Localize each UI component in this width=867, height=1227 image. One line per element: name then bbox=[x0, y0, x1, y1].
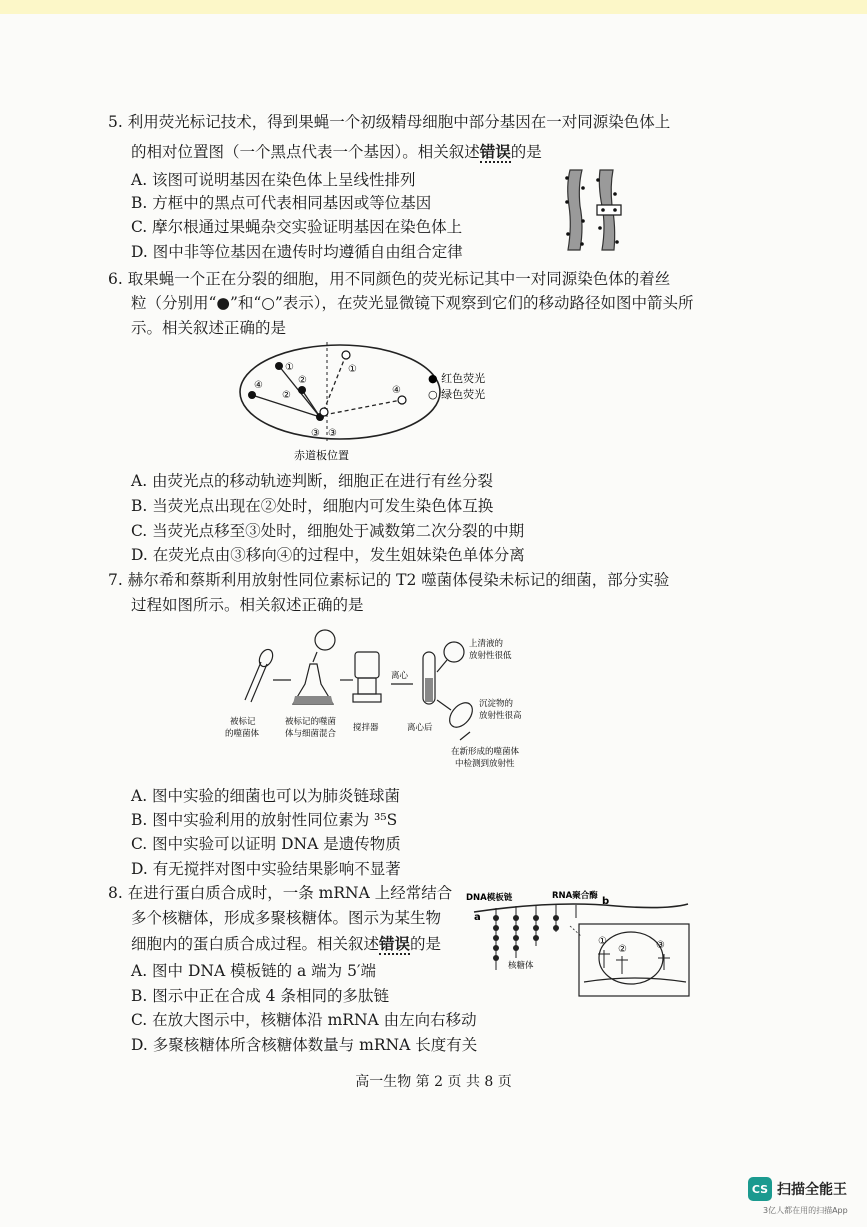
blender bbox=[355, 652, 379, 678]
legend-red: ● 红色荧光 bbox=[428, 372, 486, 385]
q5-option-d: D. 图中非等位基因在遗传时均遵循自由组合定律 bbox=[131, 243, 463, 261]
q6-stem-line2: 粒（分别用“●”和“○”表示），在荧光显微镜下观察到它们的移动路径如图中箭头所 bbox=[131, 294, 694, 312]
red-dot bbox=[275, 362, 283, 370]
label-supernatant-1: 上清液的 bbox=[469, 639, 504, 649]
mark-3: ③ bbox=[311, 428, 320, 439]
mark-4: ④ bbox=[254, 380, 263, 391]
q5-option-a: A. 该图可说明基因在染色体上呈线性排列 bbox=[131, 171, 416, 189]
label-new-phage-1: 在新形成的噬菌体 bbox=[451, 747, 520, 757]
mark-3: ③ bbox=[328, 428, 337, 439]
label-after: 离心后 bbox=[407, 723, 433, 733]
q8-emphasis: 错误 bbox=[379, 934, 411, 953]
label-rna-polymerase: RNA聚合酶 bbox=[552, 891, 598, 901]
label-b: b bbox=[602, 896, 610, 907]
q7-stem-line2: 过程如图所示。相关叙述正确的是 bbox=[131, 596, 364, 614]
chromosome-left bbox=[568, 170, 582, 250]
phage-tube bbox=[245, 662, 267, 702]
q5-option-c: C. 摩尔根通过果蝇杂交实验证明基因在染色体上 bbox=[131, 218, 463, 236]
q6-option-d: D. 在荧光点由③移向④的过程中，发生姐妹染色单体分离 bbox=[131, 546, 525, 564]
label-dna: DNA模板链 bbox=[466, 893, 513, 903]
cell-outline bbox=[240, 345, 440, 439]
green-dot bbox=[320, 408, 328, 416]
mark-2: ② bbox=[618, 944, 627, 955]
dna-template-strand bbox=[474, 904, 688, 912]
green-dot bbox=[398, 396, 406, 404]
label-ribosome: 核糖体 bbox=[508, 961, 534, 971]
label-pellet-2: 放射性很高 bbox=[479, 711, 522, 721]
mark-3: ③ bbox=[656, 940, 665, 951]
mark-2: ② bbox=[298, 375, 307, 386]
label-phage-2: 的噬菌体 bbox=[225, 729, 260, 739]
label-mix-1: 被标记的噬菌 bbox=[285, 717, 337, 727]
q8-stem-line2: 多个核糖体，形成多聚核糖体。图示为某生物 bbox=[131, 909, 442, 927]
legend-green: ○ 绿色荧光 bbox=[428, 388, 486, 401]
label-pellet-1: 沉淀物的 bbox=[479, 699, 514, 709]
app-name: 扫描全能王 bbox=[777, 1182, 847, 1198]
q6-option-c: C. 当荧光点移至③处时，细胞处于减数第二次分裂的中期 bbox=[131, 522, 525, 540]
label-supernatant-2: 放射性很低 bbox=[469, 651, 512, 661]
q8-option-c: C. 在放大图示中，核糖体沿 mRNA 由左向右移动 bbox=[131, 1011, 477, 1029]
zoom-mrna bbox=[584, 978, 686, 982]
mark-1: ① bbox=[598, 936, 607, 947]
label-centrifuge: 离心 bbox=[391, 671, 409, 681]
q7-option-b: B. 图中实验利用的放射性同位素为 ³⁵S bbox=[131, 811, 398, 829]
q8-option-d: D. 多聚核糖体所含核糖体数量与 mRNA 长度有关 bbox=[131, 1036, 478, 1054]
mark-2: ② bbox=[282, 390, 291, 401]
red-dot bbox=[248, 391, 256, 399]
q6-cell-figure bbox=[236, 340, 506, 462]
label-new-phage-2: 中检测到放射性 bbox=[455, 759, 515, 769]
q7-option-d: D. 有无搅拌对图中实验结果影响不显著 bbox=[131, 860, 401, 878]
cs-logo-icon: CS bbox=[748, 1177, 772, 1201]
zoom-box bbox=[579, 924, 689, 996]
q5-emphasis: 错误 bbox=[479, 142, 511, 161]
q6-stem-line1: 6. 取果蝇一个正在分裂的细胞，用不同颜色的荧光标记其中一对同源染色体的着丝 bbox=[108, 270, 671, 288]
q6-option-b: B. 当荧光点出现在②处时，细胞内可发生染色体互换 bbox=[131, 497, 494, 515]
q8-stem-line1: 8. 在进行蛋白质合成时，一条 mRNA 上经常结合 bbox=[108, 884, 453, 902]
plate-label: 赤道板位置 bbox=[294, 449, 349, 462]
q6-stem-line3: 示。相关叙述正确的是 bbox=[131, 319, 287, 337]
q7-option-a: A. 图中实验的细菌也可以为肺炎链球菌 bbox=[131, 787, 401, 805]
label-a: a bbox=[474, 912, 481, 923]
app-tagline: 3亿人都在用的扫描App bbox=[763, 1206, 848, 1215]
q7-experiment-figure bbox=[225, 622, 545, 772]
q5-stem-line1: 5. 利用荧光标记技术，得到果蝇一个初级精母细胞中部分基因在一对同源染色体上 bbox=[108, 113, 671, 131]
q7-stem-line1: 7. 赫尔希和蔡斯利用放射性同位素标记的 T2 噬菌体侵染未标记的细菌，部分实验 bbox=[108, 571, 670, 589]
ribosome-beads bbox=[493, 915, 559, 961]
top-edge-strip bbox=[0, 0, 867, 14]
mark-4: ④ bbox=[392, 385, 401, 396]
q8-option-b: B. 图示中正在合成 4 条相同的多肽链 bbox=[131, 987, 389, 1005]
q8-stem-line3: 细胞内的蛋白质合成过程。相关叙述错误的是 bbox=[131, 934, 442, 953]
label-phage-1: 被标记 bbox=[230, 717, 256, 727]
label-mix-2: 体与细菌混合 bbox=[285, 729, 337, 739]
red-dot bbox=[298, 386, 306, 394]
green-dot bbox=[342, 351, 350, 359]
q5-chromosome-figure bbox=[560, 166, 630, 256]
scanner-watermark bbox=[748, 1177, 847, 1201]
q8-translation-figure bbox=[466, 888, 692, 1000]
page-footer: 高一生物 第 2 页 共 8 页 bbox=[355, 1074, 512, 1090]
q8-option-a: A. 图中 DNA 模板链的 a 端为 5′端 bbox=[131, 962, 376, 980]
q6-option-a: A. 由荧光点的移动轨迹判断，细胞正在进行有丝分裂 bbox=[131, 472, 494, 490]
label-blender: 搅拌器 bbox=[353, 723, 379, 733]
q5-stem-line2: 的相对位置图（一个黑点代表一个基因）。相关叙述错误的是 bbox=[131, 142, 542, 161]
gene-box bbox=[597, 205, 621, 215]
q5-option-b: B. 方框中的黑点可代表相同基因或等位基因 bbox=[131, 194, 432, 212]
q7-option-c: C. 图中实验可以证明 DNA 是遗传物质 bbox=[131, 835, 401, 853]
zoom-ribosome bbox=[599, 932, 663, 984]
mark-1: ① bbox=[348, 364, 357, 375]
mark-1: ① bbox=[285, 362, 294, 373]
